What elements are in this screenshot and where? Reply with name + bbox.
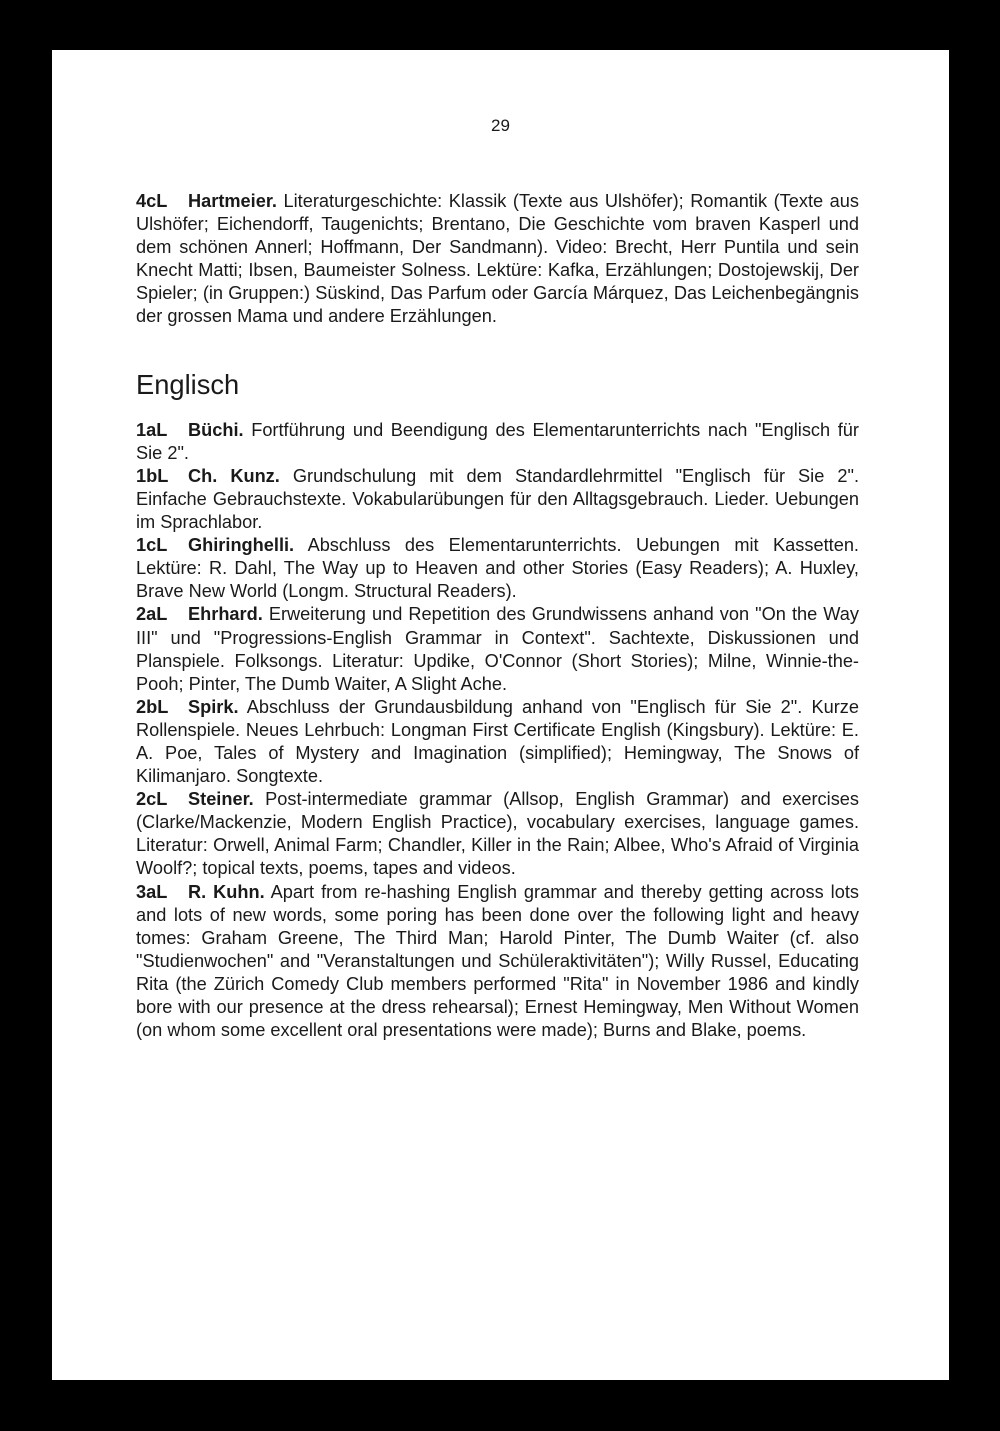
entry-2bl xyxy=(136,696,859,788)
class-code: 4cL xyxy=(136,191,168,211)
entry-1cl xyxy=(136,534,859,603)
teacher-name: Steiner. xyxy=(188,789,254,810)
section-heading: Englisch xyxy=(136,368,240,400)
entry-text: Grundschulung mit dem Standardlehrmittel "Englisch für Sie 2". Einfache Gebrauchstexte. Vokabularübungen für den Alltagsgebrauch. Lieder. Uebungen im Sprachlabor. xyxy=(136,465,859,533)
entry-text: Fortführung und Beendigung des Elementarunterrichts nach "Englisch für Sie 2". xyxy=(136,419,859,463)
entry-1al xyxy=(136,419,859,465)
entry-text: Post-intermediate grammar (Allsop, English Grammar) and exercises (Clarke/Mackenzie, Modern English Practice), vocabulary exercises, language games. Literatur: Orwell, Animal Farm; Chandler, Killer in the Rain; Albee, Who's Afraid of Virginia Woolf?; topical texts, poems, tapes and videos. xyxy=(136,789,859,879)
page-content xyxy=(136,190,859,1042)
entry-text: Apart from re-hashing English grammar and thereby getting across lots and lots of new words, some poring has been done over the following light and heavy tomes: Graham Greene, The Third Man; Harold Pinter, The Dumb Waiter (cf. also "Studienwochen" and "Veranstaltungen und Schüleraktivitäten"); Willy Russel, Educating Rita (the Zürich Comedy Club members performed "Rita" in November 1986 and kindly bore with our presence at the dress rehearsal); Ernest Hemingway, Men Without Women (on whom some excellent oral presentations were made); Burns and Blake, poems. xyxy=(136,881,859,1041)
entry-text: Abschluss der Grundausbildung anhand von "Englisch für Sie 2". Kurze Rollenspiele. Neues Lehrbuch: Longman First Certificate English (Kingsbury). Lektüre: E. A. Poe, Tales of Mystery and Imagination (simplified); Hemingway, The Snows of Kilimanjaro. Songtexte. xyxy=(136,696,859,787)
entry-text: Literaturgeschichte: Klassik (Texte aus Ulshöfer); Romantik (Texte aus Ulshöfer; Eichendorff, Taugenichts; Brentano, Die Geschichte vom braven Kasperl und dem schönen Annerl; Hoffmann, Der Sandmann). Video: Brecht, Herr Puntila und sein Knecht Matti; Ibsen, Baumeister Solness. Lektüre: Kafka, Erzählungen; Dostojewskij, Der Spieler; (in Gruppen:) Süskind, Das Parfum oder García Márquez, Das Leichenbegängnis der grossen Mama und andere Erzählungen. xyxy=(136,191,859,327)
teacher-name: Hartmeier. xyxy=(188,191,277,211)
entry-text: Abschluss des Elementarunterrichts. Uebungen mit Kassetten. Lektüre: R. Dahl, The Way up to Heaven and other Stories (Easy Readers); A. Huxley, Brave New World (Longm. Structural Readers). xyxy=(136,535,859,602)
entry-4cl xyxy=(136,190,859,329)
class-code: 1cL xyxy=(136,535,168,556)
entry-1bl xyxy=(136,465,859,534)
class-code: 2bL xyxy=(136,696,169,717)
entry-3al xyxy=(136,881,859,1043)
teacher-name: Ghiringhelli. xyxy=(188,535,295,556)
entry-2al xyxy=(136,603,859,695)
teacher-name: Ch. Kunz. xyxy=(188,465,280,486)
teacher-name: R. Kuhn. xyxy=(188,881,265,902)
entry-text: Erweiterung und Repetition des Grundwissens anhand von "On the Way III" und "Progressions-English Grammar in Context". Sachtexte, Diskussionen und Planspiele. Folksongs. Literatur: Updike, O'Connor (Short Stories); Milne, Winnie-the-Pooh; Pinter, The Dumb Waiter, A Slight Ache. xyxy=(136,604,859,694)
class-code: 3aL xyxy=(136,881,168,902)
class-code: 2cL xyxy=(136,789,168,810)
teacher-name: Spirk. xyxy=(188,696,239,717)
class-code: 2aL xyxy=(136,604,168,625)
page-number: 29 xyxy=(491,116,510,135)
teacher-name: Ehrhard. xyxy=(188,604,263,625)
teacher-name: Büchi. xyxy=(188,419,244,440)
class-code: 1aL xyxy=(136,419,168,440)
document-page xyxy=(52,50,949,1380)
class-code: 1bL xyxy=(136,465,169,486)
entry-2cl xyxy=(136,788,859,880)
